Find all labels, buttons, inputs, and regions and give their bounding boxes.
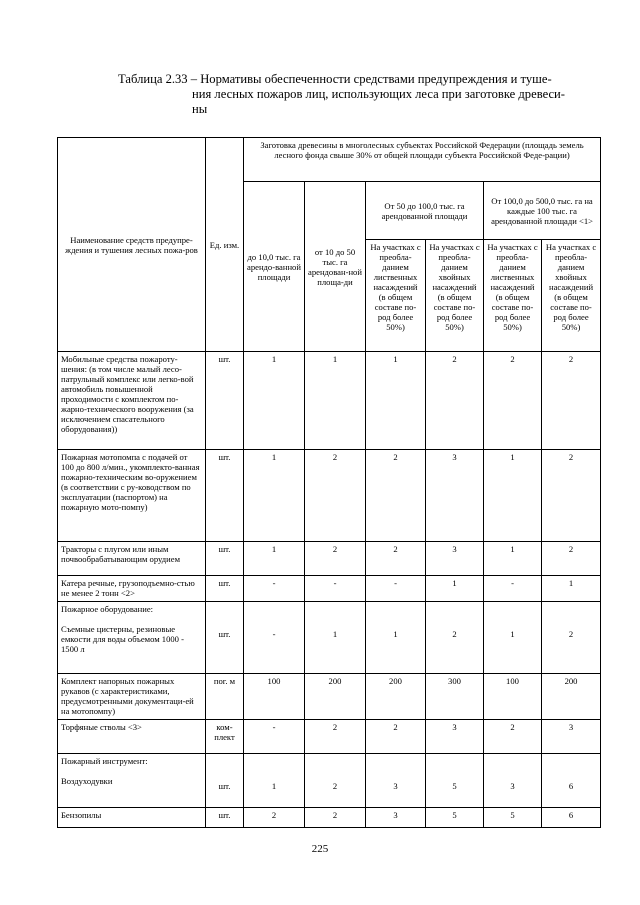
row-name-text: Бензопилы	[61, 810, 102, 820]
row-name	[58, 450, 206, 542]
row-name	[58, 576, 206, 602]
row-unit: шт.	[206, 450, 244, 542]
row-value: 2	[366, 542, 426, 576]
row-value: 2	[426, 602, 484, 674]
row-name	[58, 674, 206, 720]
row-value: 3	[542, 720, 601, 754]
row-value: 200	[542, 674, 601, 720]
row-value: 1	[244, 542, 305, 576]
row-value: 6	[542, 754, 601, 808]
caption-line-1: Таблица 2.33 – Нормативы обеспеченности средствами предупреждения и туше-	[118, 72, 552, 86]
row-unit: пог. м	[206, 674, 244, 720]
row-value: 1	[244, 352, 305, 450]
row-value: 3	[426, 542, 484, 576]
row-value: 1	[366, 352, 426, 450]
row-value: 200	[305, 674, 366, 720]
header-sub-conifer-1: На участках с преобла-данием хвойных насаждений (в общем составе по-род более 50%)	[426, 240, 484, 352]
row-group-heading: Пожарное оборудование:	[61, 604, 154, 614]
row-value: 3	[426, 450, 484, 542]
table-row	[58, 450, 601, 542]
header-col-3: От 50 до 100,0 тыс. га арендованной площади	[366, 182, 484, 240]
row-name	[58, 720, 206, 754]
row-name-text: Съемные цистерны, резиновые емкости для воды объемом 1000 - 1500 л	[61, 624, 184, 654]
header-col-4: От 100,0 до 500,0 тыс. га на каждые 100 тыс. га арендованной площади <1>	[484, 182, 601, 240]
row-value: 200	[366, 674, 426, 720]
row-value: 1	[305, 352, 366, 450]
table-row	[58, 542, 601, 576]
header-group: Заготовка древесины в многолесных субъектах Российской Федерации (площадь земель лесного фонда свыше 30% от общей площади субъекта Российской Феде-рации)	[244, 138, 601, 182]
row-value: 2	[542, 352, 601, 450]
row-name-text: Тракторы с плугом или иным почвообрабатывающим орудием	[61, 544, 181, 564]
row-value: -	[244, 720, 305, 754]
table-caption	[118, 72, 578, 117]
norms-table	[57, 137, 601, 828]
row-value: -	[305, 576, 366, 602]
row-unit: шт.	[206, 576, 244, 602]
row-value: 1	[426, 576, 484, 602]
row-value: -	[244, 602, 305, 674]
row-value: 2	[542, 602, 601, 674]
row-value: 2	[305, 754, 366, 808]
header-unit: Ед. изм.	[206, 138, 244, 352]
row-value: 5	[484, 808, 542, 828]
row-value: 2	[244, 808, 305, 828]
row-value: 100	[244, 674, 305, 720]
caption-line-2: ния лесных пожаров лиц, использующих леса при заготовке древеси-	[192, 87, 565, 101]
row-unit: шт.	[206, 542, 244, 576]
row-value: 1	[484, 602, 542, 674]
header-name: Наименование средств предупре-ждения и тушения лесных пожа-ров	[58, 138, 206, 352]
row-value: 2	[305, 542, 366, 576]
row-value: 2	[484, 720, 542, 754]
row-value: 1	[305, 602, 366, 674]
row-name-text: Комплект напорных пожарных рукавов (с характеристиками, предусмотренными документаци-ей на мотопомпу)	[61, 676, 194, 716]
row-value: 2	[542, 542, 601, 576]
table-row	[58, 602, 601, 674]
header-col-2: от 10 до 50 тыс. га арендован-ной площа-ди	[305, 182, 366, 352]
row-value: -	[366, 576, 426, 602]
header-sub-deciduous-2: На участках с преобла-данием лиственных насаждений (в общем составе по-род более 50%)	[484, 240, 542, 352]
table-row	[58, 352, 601, 450]
row-name	[58, 542, 206, 576]
row-value: 1	[244, 450, 305, 542]
caption-line-3: ны	[192, 102, 208, 116]
table-row	[58, 674, 601, 720]
row-value: 2	[305, 450, 366, 542]
row-name	[58, 352, 206, 450]
table-body	[58, 352, 601, 828]
row-value: 5	[426, 808, 484, 828]
row-name-text: Воздуходувки	[61, 776, 113, 786]
row-value: 2	[305, 808, 366, 828]
row-value: -	[244, 576, 305, 602]
row-value: 3	[426, 720, 484, 754]
row-unit: шт.	[206, 754, 244, 808]
row-name-text: Катера речные, грузоподъемно-стью не менее 2 тонн <2>	[61, 578, 195, 598]
table-row	[58, 754, 601, 808]
header-col-1: до 10,0 тыс. га арендо-ванной площади	[244, 182, 305, 352]
table-row	[58, 808, 601, 828]
row-value: 2	[542, 450, 601, 542]
row-unit: шт.	[206, 352, 244, 450]
table-row	[58, 720, 601, 754]
row-value: 2	[305, 720, 366, 754]
row-value: 1	[542, 576, 601, 602]
row-value: 3	[484, 754, 542, 808]
row-group-heading: Пожарный инструмент:	[61, 756, 148, 766]
row-name-text: Мобильные средства пожароту-шения: (в том числе малый лесо-патрульный комплекс или легко-вой автомобиль повышенной проходимости с комплектом по-жарно-технического вооружения (за исключением спасательного оборудования))	[61, 354, 194, 434]
row-value: 1	[484, 542, 542, 576]
row-value: -	[484, 576, 542, 602]
row-value: 1	[366, 602, 426, 674]
row-value: 300	[426, 674, 484, 720]
row-value: 2	[484, 352, 542, 450]
row-value: 1	[484, 450, 542, 542]
row-name-text: Торфяные стволы <3>	[61, 722, 142, 732]
row-name	[58, 754, 206, 808]
row-value: 3	[366, 754, 426, 808]
row-name	[58, 808, 206, 828]
row-value: 1	[244, 754, 305, 808]
row-value: 5	[426, 754, 484, 808]
row-value: 2	[366, 450, 426, 542]
row-name-text: Пожарная мотопомпа с подачей от 100 до 800 л/мин., укомплекто-ванная пожарно-техническим во-оружением (в соответствии с ру-ководством по эксплуатации (паспортом) на пожарную мото-помпу)	[61, 452, 200, 512]
table-row	[58, 576, 601, 602]
row-value: 3	[366, 808, 426, 828]
row-name	[58, 602, 206, 674]
row-unit: ком-плект	[206, 720, 244, 754]
header-sub-conifer-2: На участках с преобла-данием хвойных насаждений (в общем составе по-род более 50%)	[542, 240, 601, 352]
row-value: 2	[426, 352, 484, 450]
row-unit: шт.	[206, 808, 244, 828]
row-unit: шт.	[206, 602, 244, 674]
row-value: 6	[542, 808, 601, 828]
page-number: 225	[311, 843, 329, 855]
row-value: 2	[366, 720, 426, 754]
row-value: 100	[484, 674, 542, 720]
header-sub-deciduous-1: На участках с преобла-данием лиственных насаждений (в общем составе по-род более 50%)	[366, 240, 426, 352]
